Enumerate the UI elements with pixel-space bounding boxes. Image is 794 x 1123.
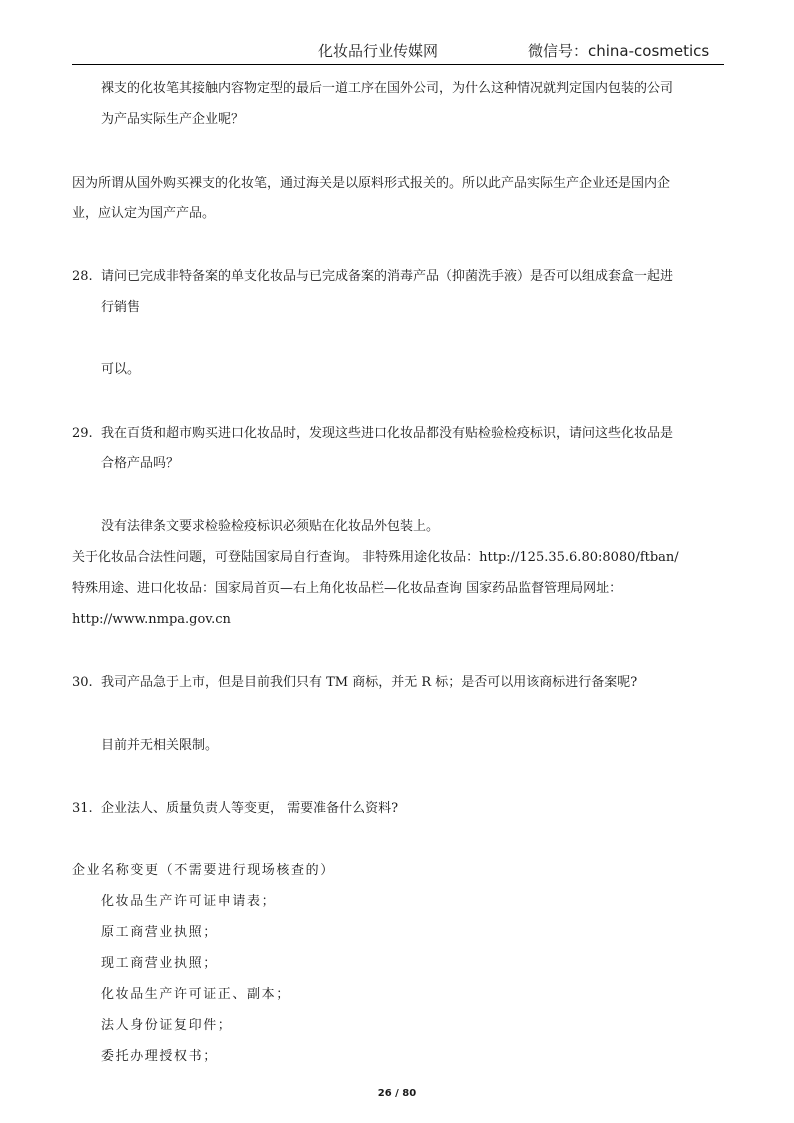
question-number: 28. bbox=[72, 269, 93, 284]
answer-text: 关于化妆品合法性问题，可登陆国家局自行查询。 非特殊用途化妆品：http://125.35.6.80:8080/ftban/ bbox=[72, 550, 679, 565]
answer-text: 因为所谓从国外购买裸支的化妆笔，通过海关是以原料形式报关的。所以此产品实际生产企业还是国内企 bbox=[72, 176, 671, 191]
list-item: 原工商营业执照； bbox=[101, 925, 218, 940]
answer-text: 可以。 bbox=[101, 362, 141, 377]
question-text: 我在百货和超市购买进口化妆品时，发现这些进口化妆品都没有贴检验检疫标识，请问这些化妆品是 bbox=[101, 426, 674, 441]
question-text: 为产品实际生产企业呢？ bbox=[101, 112, 245, 127]
question-text: 请问已完成非特备案的单支化妆品与已完成备案的消毒产品（抑菌洗手液）是否可以组成套盒一起进 bbox=[101, 269, 674, 284]
list-item: 现工商营业执照； bbox=[101, 956, 218, 971]
question-number: 31. bbox=[72, 801, 93, 816]
page-number: 26 / 80 bbox=[377, 1088, 417, 1099]
list-item: 法人身份证复印件； bbox=[101, 1018, 233, 1033]
answer-text: 没有法律条文要求检验检疫标识必须贴在化妆品外包装上。 bbox=[101, 519, 440, 534]
answer-text: 业，应认定为国产产品。 bbox=[72, 206, 216, 221]
list-item: 委托办理授权书； bbox=[101, 1049, 218, 1064]
list-item: 化妆品生产许可证正、副本； bbox=[101, 987, 291, 1002]
question-number: 29. bbox=[72, 426, 93, 441]
question-text: 裸支的化妆笔其接触内容物定型的最后一道工序在国外公司，为什么这种情况就判定国内包装的公司 bbox=[101, 81, 674, 96]
page-header bbox=[72, 38, 724, 65]
list-item: 化妆品生产许可证申请表； bbox=[101, 894, 277, 909]
list-title: 企业名称变更（不需要进行现场核查的） bbox=[72, 863, 335, 878]
site-name: 化妆品行业传媒网 bbox=[318, 42, 439, 60]
question-text: 企业法人、质量负责人等变更， 需要准备什么资料? bbox=[101, 801, 399, 816]
wechat-id: 微信号：china-cosmetics bbox=[528, 42, 710, 60]
question-text: 行销售 bbox=[101, 300, 141, 315]
answer-text: 特殊用途、进口化妆品：国家局首页—右上角化妆品栏—化妆品查询 国家药品监督管理局网址： bbox=[72, 581, 623, 596]
nmpa-link[interactable]: http://www.nmpa.gov.cn bbox=[72, 612, 231, 627]
question-text: 我司产品急于上市，但是目前我们只有 TM 商标，并无 R 标；是否可以用该商标进行备案呢? bbox=[101, 675, 638, 690]
question-text: 合格产品吗？ bbox=[101, 456, 180, 471]
answer-text: 目前并无相关限制。 bbox=[101, 738, 219, 753]
question-number: 30. bbox=[72, 675, 93, 690]
